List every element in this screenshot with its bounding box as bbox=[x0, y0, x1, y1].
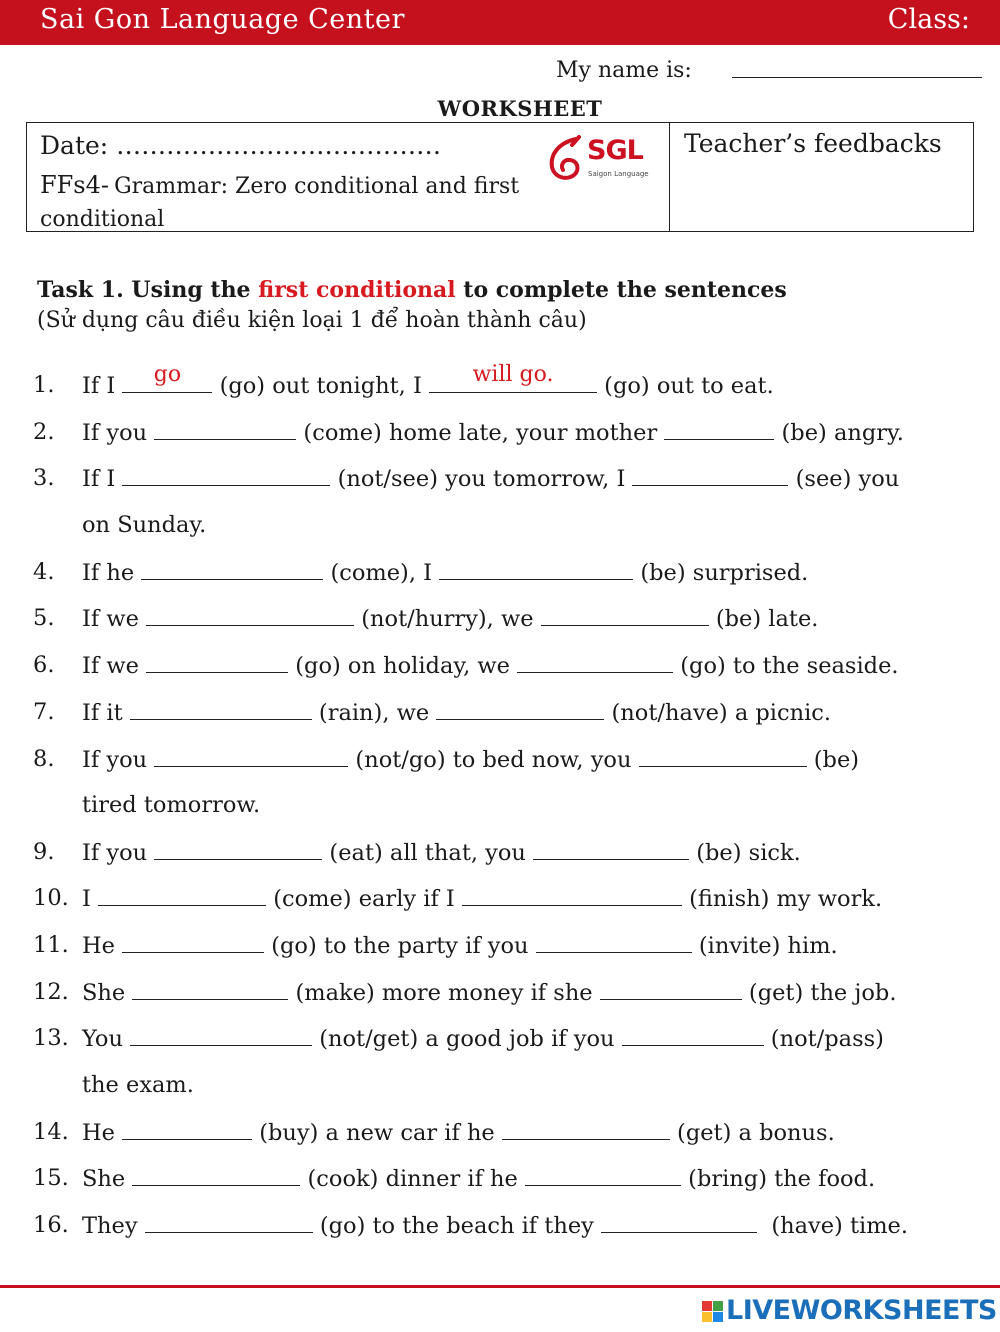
answer-blank[interactable] bbox=[600, 979, 742, 1000]
sentence-segment: If you bbox=[82, 840, 155, 866]
answer-blank[interactable] bbox=[146, 652, 288, 673]
class-label: Class: bbox=[887, 4, 970, 35]
answer-blank[interactable] bbox=[141, 559, 323, 580]
sentence-segment: You bbox=[82, 1026, 131, 1052]
sentence-segment: (go) to the beach if they bbox=[312, 1213, 602, 1239]
lesson-code: FFs4- bbox=[40, 171, 109, 199]
answer-blank[interactable] bbox=[154, 746, 348, 767]
answer-blank[interactable] bbox=[639, 746, 807, 767]
sentence-number: 15. bbox=[33, 1165, 69, 1191]
sentence-continuation-text: the exam. bbox=[82, 1072, 194, 1098]
sentence-segment: (get) a bonus. bbox=[669, 1120, 835, 1146]
answer-blank[interactable] bbox=[145, 1212, 313, 1233]
sentence-text bbox=[82, 932, 838, 959]
sentence-number: 6. bbox=[33, 652, 55, 678]
logo-subtext: Saigon Language bbox=[588, 170, 649, 178]
sentence-segment: (rain), we bbox=[311, 700, 437, 726]
sentence-segment: If you bbox=[82, 747, 155, 773]
sentence-continuation-text: on Sunday. bbox=[82, 512, 207, 538]
sentence-text bbox=[82, 652, 899, 679]
answer-blank[interactable] bbox=[502, 1119, 670, 1140]
answer-blank[interactable] bbox=[622, 1025, 764, 1046]
sentence-segment: (go) on holiday, we bbox=[288, 653, 518, 679]
sentence-segment: If we bbox=[82, 606, 147, 632]
date-line: Date: ………………………………… bbox=[40, 131, 442, 160]
answer-blank[interactable] bbox=[664, 419, 774, 440]
sentence-number: 2. bbox=[33, 419, 55, 445]
answer-blank[interactable] bbox=[132, 1165, 300, 1186]
sentence-segment: (bring) the food. bbox=[681, 1166, 876, 1192]
task-subtitle: (Sử dụng câu điều kiện loại 1 để hoàn thành câu) bbox=[37, 308, 587, 333]
sentence-text bbox=[82, 1025, 884, 1052]
answer-blank[interactable] bbox=[525, 1165, 681, 1186]
answer-blank[interactable] bbox=[462, 885, 682, 906]
sentence-number: 9. bbox=[33, 839, 55, 865]
sentence-text bbox=[82, 699, 831, 726]
top-banner bbox=[0, 0, 1000, 45]
name-label: My name is: bbox=[556, 58, 692, 83]
sentence-segment: (be) late. bbox=[708, 606, 819, 632]
sentence-text bbox=[82, 839, 801, 866]
task-title-part1: Task 1. Using the bbox=[37, 277, 259, 303]
sentence-number: 13. bbox=[33, 1025, 69, 1051]
sentence-segment: (eat) all that, you bbox=[322, 840, 534, 866]
sentence-segment: (go) out tonight, I bbox=[212, 373, 430, 399]
sentence-segment: (buy) a new car if he bbox=[252, 1120, 502, 1146]
sentence-segment: (see) you bbox=[788, 466, 900, 492]
task-title bbox=[37, 277, 787, 303]
sentence-text bbox=[82, 605, 818, 632]
answer-blank[interactable] bbox=[436, 699, 604, 720]
sentence-text bbox=[82, 746, 859, 773]
answer-blank[interactable] bbox=[98, 885, 266, 906]
info-box-divider bbox=[669, 123, 670, 231]
sentence-number: 3. bbox=[33, 465, 55, 491]
answer-blank[interactable] bbox=[146, 605, 354, 626]
sentence-segment: (make) more money if she bbox=[288, 980, 600, 1006]
sentence-segment: He bbox=[82, 1120, 123, 1146]
sentence-segment: If I bbox=[82, 466, 123, 492]
sentence-segment: If he bbox=[82, 560, 142, 586]
name-field[interactable] bbox=[732, 77, 982, 78]
answer-blank[interactable] bbox=[130, 699, 312, 720]
sentence-number: 7. bbox=[33, 699, 55, 725]
sentence-number: 11. bbox=[33, 932, 69, 958]
answer-blank[interactable] bbox=[533, 839, 689, 860]
sentence-number: 5. bbox=[33, 605, 55, 631]
worksheet-title: WORKSHEET bbox=[437, 96, 603, 121]
sentence-segment: (get) the job. bbox=[741, 980, 897, 1006]
sentence-segment: If it bbox=[82, 700, 130, 726]
sentence-segment: If we bbox=[82, 653, 147, 679]
sentence-segment: (be) sick. bbox=[689, 840, 801, 866]
answer-blank[interactable] bbox=[439, 559, 633, 580]
sentence-segment: (not/go) to bed now, you bbox=[348, 747, 639, 773]
liveworksheets-brand: LIVEWORKSHEETS bbox=[726, 1295, 997, 1326]
sentence-segment: He bbox=[82, 933, 123, 959]
sentence-number: 10. bbox=[33, 885, 69, 911]
answer-blank[interactable] bbox=[122, 362, 212, 393]
sentence-text bbox=[82, 419, 904, 446]
sentence-number: 4. bbox=[33, 559, 55, 585]
sentence-segment: (not/pass) bbox=[763, 1026, 884, 1052]
answer-blank[interactable] bbox=[601, 1212, 757, 1233]
task-title-part2: to complete the sentences bbox=[455, 277, 787, 303]
center-name: Sai Gon Language Center bbox=[40, 4, 405, 35]
sentence-text bbox=[82, 885, 882, 912]
sentence-number: 14. bbox=[33, 1119, 69, 1145]
sentence-text bbox=[82, 1165, 875, 1192]
sentence-segment: (go) to the party if you bbox=[264, 933, 536, 959]
sentence-segment: (come) home late, your mother bbox=[296, 420, 665, 446]
info-box bbox=[26, 122, 974, 232]
sentence-segment: (come), I bbox=[323, 560, 440, 586]
lesson-info bbox=[40, 169, 610, 237]
sentence-segment: (cook) dinner if he bbox=[300, 1166, 526, 1192]
sentence-segment: She bbox=[82, 980, 133, 1006]
sentence-segment: (be) angry. bbox=[774, 420, 904, 446]
sentence-text bbox=[82, 465, 899, 492]
sentence-segment: (come) early if I bbox=[266, 886, 462, 912]
answer-blank[interactable] bbox=[122, 465, 330, 486]
sentence-text bbox=[82, 1119, 835, 1146]
sentence-segment: (go) out to eat. bbox=[597, 373, 774, 399]
answer-blank[interactable] bbox=[154, 839, 322, 860]
sentence-number: 12. bbox=[33, 979, 69, 1005]
answer-blank[interactable] bbox=[132, 979, 288, 1000]
sentence-segment: If you bbox=[82, 420, 155, 446]
sentence-segment: (finish) my work. bbox=[681, 886, 883, 912]
answer-blank[interactable] bbox=[130, 1025, 312, 1046]
sgl-logo bbox=[546, 135, 649, 185]
logo-text: SGL bbox=[587, 135, 643, 166]
sentence-segment: (not/see) you tomorrow, I bbox=[330, 466, 633, 492]
answer-blank[interactable] bbox=[517, 652, 673, 673]
sentence-segment: (invite) him. bbox=[691, 933, 838, 959]
sentence-text bbox=[82, 362, 774, 399]
lesson-grammar: Grammar: Zero conditional and first conditional bbox=[40, 174, 520, 232]
sentence-number: 8. bbox=[33, 746, 55, 772]
sentence-segment: They bbox=[82, 1213, 145, 1239]
sentence-continuation-text: tired tomorrow. bbox=[82, 792, 261, 818]
sentence-segment: (go) to the seaside. bbox=[673, 653, 899, 679]
sentence-segment: She bbox=[82, 1166, 133, 1192]
liveworksheets-tiles-icon bbox=[702, 1301, 724, 1323]
answer-blank[interactable] bbox=[632, 465, 788, 486]
answer-blank[interactable] bbox=[541, 605, 709, 626]
sentence-segment: (not/get) a good job if you bbox=[312, 1026, 622, 1052]
answer-blank[interactable] bbox=[536, 932, 692, 953]
sentence-number: 16. bbox=[33, 1212, 69, 1238]
sentence-text bbox=[82, 979, 896, 1006]
logo-swirl-icon bbox=[546, 135, 588, 183]
liveworksheets-logo bbox=[702, 1295, 997, 1329]
filled-answer: go bbox=[153, 362, 182, 387]
answer-blank[interactable] bbox=[154, 419, 296, 440]
answer-blank[interactable] bbox=[122, 1119, 252, 1140]
answer-blank[interactable] bbox=[429, 362, 597, 393]
footer-divider bbox=[0, 1285, 1000, 1288]
task-title-highlight: first conditional bbox=[258, 277, 456, 303]
filled-answer: will go. bbox=[472, 362, 554, 387]
sentence-segment: If I bbox=[82, 373, 123, 399]
answer-blank[interactable] bbox=[122, 932, 264, 953]
sentence-segment: (have) time. bbox=[757, 1213, 909, 1239]
sentence-text bbox=[82, 559, 808, 586]
sentence-segment: (not/have) a picnic. bbox=[604, 700, 832, 726]
sentence-number: 1. bbox=[33, 372, 55, 398]
sentence-segment: (not/hurry), we bbox=[354, 606, 541, 632]
sentence-segment: (be) bbox=[806, 747, 860, 773]
sentence-segment: I bbox=[82, 886, 99, 912]
sentence-segment: (be) surprised. bbox=[633, 560, 809, 586]
teacher-feedback-label: Teacher’s feedbacks bbox=[684, 129, 942, 158]
sentence-text bbox=[82, 1212, 908, 1239]
